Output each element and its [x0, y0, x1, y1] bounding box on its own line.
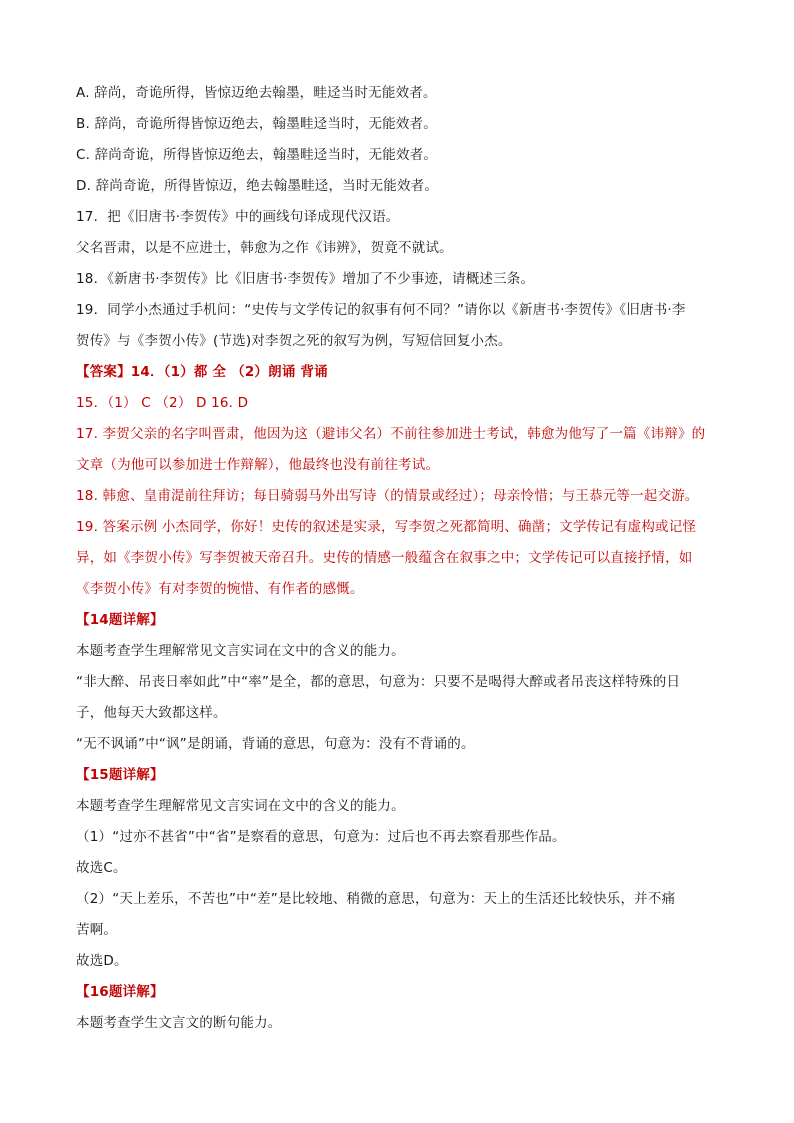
- answer-17-line-2: 文章（为他可以参加进士作辩解），他最终也没有前往考试。: [76, 457, 440, 473]
- detail-16-heading: 【16题详解】: [76, 984, 164, 1000]
- answer-19-line-2: 异，如《李贺小传》写李贺被天帝召升。史传的情感一般蕴含在叙事之中；文学传记可以直接抒情，如: [76, 550, 693, 566]
- detail-14-item-a-line-1: “非大醉、吊丧日率如此”中“率”是全，都的意思，句意为：只要不是喝得大醉或者吊丧这样特殊的日: [76, 674, 681, 690]
- answer-15-16: 15．（1） C （2） D 16. D: [76, 395, 249, 411]
- answer-19-line-1: 19. 答案示例 小杰同学，你好！史传的叙述是实录，写李贺之死都简明、确凿；文学传记有虚构或记怪: [76, 519, 697, 535]
- detail-15-item-2-line-1: （2）“天上差乐，不苦也”中“差”是比较地、稍微的意思，句意为：天上的生活还比较快乐，并不痛: [76, 891, 676, 907]
- detail-15-item-2-line-2: 苦啊。: [76, 922, 118, 938]
- detail-15-intro: 本题考查学生理解常见文言实词在文中的含义的能力。: [76, 798, 405, 814]
- answer-17-line-1: 17. 李贺父亲的名字叫晋肃，他因为这（避讳父名）不前往参加进士考试，韩愈为他写了一篇《讳辩》的: [76, 426, 706, 442]
- answer-14: 【答案】14．（1）都 全 （2）朗诵 背诵: [76, 364, 328, 380]
- document-page: [76, 78, 726, 1039]
- question-17: 17．把《旧唐书·李贺传》中的画线句译成现代汉语。: [76, 209, 400, 225]
- detail-15-item-2-choice: 故选D。: [76, 953, 128, 969]
- option-c: C. 辞尚奇诡，所得皆惊迈绝去，翰墨畦迳当时，无能效者。: [76, 147, 438, 163]
- option-b: B. 辞尚，奇诡所得皆惊迈绝去，翰墨畦迳当时，无能效者。: [76, 116, 437, 132]
- answer-19-line-3: 《李贺小传》有对李贺的惋惜、有作者的感慨。: [76, 581, 364, 597]
- option-a: A. 辞尚，奇诡所得，皆惊迈绝去翰墨，畦迳当时无能效者。: [76, 85, 437, 101]
- question-18: 18．《新唐书·李贺传》比《旧唐书·李贺传》增加了不少事迹，请概述三条。: [76, 271, 535, 287]
- detail-14-item-a-line-2: 子，他每天大致都这样。: [76, 705, 227, 721]
- detail-14-item-b: “无不讽诵”中“讽”是朗诵，背诵的意思，句意为：没有不背诵的。: [76, 736, 475, 752]
- option-d: D. 辞尚奇诡，所得皆惊迈，绝去翰墨畦迳，当时无能效者。: [76, 178, 439, 194]
- detail-15-item-1: （1）“过亦不甚省”中“省”是察看的意思，句意为：过后也不再去察看那些作品。: [76, 829, 566, 845]
- question-19-line-1: 19．同学小杰通过手机问：“史传与文学传记的叙事有何不同？”请你以《新唐书·李贺传》《旧唐书·李: [76, 302, 686, 318]
- question-19-line-2: 贺传》与《李贺小传》(节选)对李贺之死的叙写为例，写短信回复小杰。: [76, 333, 512, 349]
- detail-15-heading: 【15题详解】: [76, 767, 164, 783]
- detail-16-intro: 本题考查学生文言文的断句能力。: [76, 1015, 282, 1031]
- detail-14-intro: 本题考查学生理解常见文言实词在文中的含义的能力。: [76, 643, 405, 659]
- detail-14-heading: 【14题详解】: [76, 612, 164, 628]
- question-17-sentence: 父名晋肃，以是不应进士，韩愈为之作《讳辨》，贺竟不就试。: [76, 240, 453, 256]
- detail-15-item-1-choice: 故选C。: [76, 860, 127, 876]
- answer-18: 18. 韩愈、皇甫湜前往拜访；每日骑弱马外出写诗（的情景或经过）；母亲怜惜；与王恭元等一起交游。: [76, 488, 699, 504]
